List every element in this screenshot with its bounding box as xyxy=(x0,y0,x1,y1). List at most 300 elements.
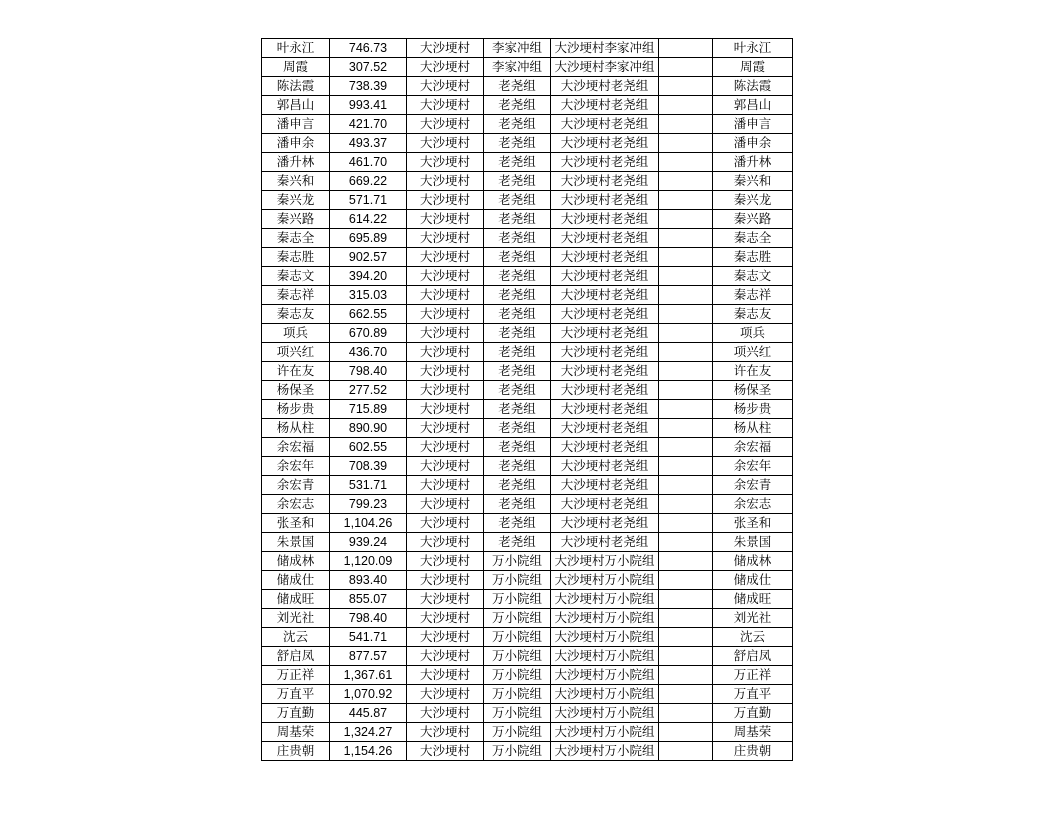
cell-name: 储成仕 xyxy=(262,571,330,590)
cell-amount: 461.70 xyxy=(330,153,407,172)
cell-blank xyxy=(659,685,713,704)
cell-name: 余宏志 xyxy=(262,495,330,514)
cell-blank xyxy=(659,172,713,191)
cell-name-2: 秦兴龙 xyxy=(713,191,793,210)
table-row xyxy=(262,590,793,609)
cell-group: 老尧组 xyxy=(484,533,551,552)
cell-name: 沈云 xyxy=(262,628,330,647)
cell-address: 大沙埂村老尧组 xyxy=(551,229,659,248)
table-row xyxy=(262,419,793,438)
table-row xyxy=(262,115,793,134)
cell-address: 大沙埂村李家冲组 xyxy=(551,58,659,77)
cell-village: 大沙埂村 xyxy=(407,514,484,533)
cell-name: 秦志祥 xyxy=(262,286,330,305)
cell-group: 老尧组 xyxy=(484,324,551,343)
cell-group: 老尧组 xyxy=(484,115,551,134)
table-row xyxy=(262,324,793,343)
cell-amount: 662.55 xyxy=(330,305,407,324)
cell-village: 大沙埂村 xyxy=(407,286,484,305)
cell-village: 大沙埂村 xyxy=(407,419,484,438)
table-row xyxy=(262,134,793,153)
cell-village: 大沙埂村 xyxy=(407,115,484,134)
cell-village: 大沙埂村 xyxy=(407,457,484,476)
cell-village: 大沙埂村 xyxy=(407,210,484,229)
table-body xyxy=(262,39,793,761)
cell-group: 万小院组 xyxy=(484,666,551,685)
cell-amount: 1,367.61 xyxy=(330,666,407,685)
cell-name: 秦兴路 xyxy=(262,210,330,229)
table-row xyxy=(262,628,793,647)
cell-name: 潘申言 xyxy=(262,115,330,134)
cell-name: 周基荣 xyxy=(262,723,330,742)
cell-blank xyxy=(659,533,713,552)
table-row xyxy=(262,495,793,514)
cell-amount: 277.52 xyxy=(330,381,407,400)
cell-blank xyxy=(659,647,713,666)
cell-village: 大沙埂村 xyxy=(407,590,484,609)
table-row xyxy=(262,305,793,324)
cell-village: 大沙埂村 xyxy=(407,647,484,666)
data-table xyxy=(261,38,793,761)
cell-address: 大沙埂村万小院组 xyxy=(551,723,659,742)
cell-name-2: 秦兴和 xyxy=(713,172,793,191)
cell-blank xyxy=(659,305,713,324)
cell-village: 大沙埂村 xyxy=(407,571,484,590)
cell-address: 大沙埂村万小院组 xyxy=(551,742,659,761)
cell-group: 万小院组 xyxy=(484,685,551,704)
cell-name-2: 朱景国 xyxy=(713,533,793,552)
cell-group: 老尧组 xyxy=(484,305,551,324)
cell-group: 老尧组 xyxy=(484,400,551,419)
cell-village: 大沙埂村 xyxy=(407,39,484,58)
cell-blank xyxy=(659,590,713,609)
cell-amount: 307.52 xyxy=(330,58,407,77)
cell-village: 大沙埂村 xyxy=(407,191,484,210)
cell-name: 杨保圣 xyxy=(262,381,330,400)
cell-village: 大沙埂村 xyxy=(407,628,484,647)
cell-name: 张圣和 xyxy=(262,514,330,533)
cell-name: 余宏青 xyxy=(262,476,330,495)
cell-amount: 531.71 xyxy=(330,476,407,495)
cell-name-2: 储成仕 xyxy=(713,571,793,590)
table-row xyxy=(262,172,793,191)
cell-name: 朱景国 xyxy=(262,533,330,552)
cell-name: 杨从柱 xyxy=(262,419,330,438)
cell-name-2: 潘申言 xyxy=(713,115,793,134)
cell-blank xyxy=(659,381,713,400)
cell-address: 大沙埂村老尧组 xyxy=(551,286,659,305)
cell-amount: 877.57 xyxy=(330,647,407,666)
cell-name: 郭昌山 xyxy=(262,96,330,115)
cell-blank xyxy=(659,742,713,761)
cell-amount: 746.73 xyxy=(330,39,407,58)
cell-blank xyxy=(659,419,713,438)
cell-address: 大沙埂村老尧组 xyxy=(551,96,659,115)
cell-address: 大沙埂村老尧组 xyxy=(551,153,659,172)
cell-address: 大沙埂村万小院组 xyxy=(551,552,659,571)
table-row xyxy=(262,685,793,704)
cell-blank xyxy=(659,571,713,590)
cell-address: 大沙埂村万小院组 xyxy=(551,685,659,704)
cell-blank xyxy=(659,58,713,77)
cell-name-2: 庄贵朝 xyxy=(713,742,793,761)
table-row xyxy=(262,77,793,96)
cell-address: 大沙埂村老尧组 xyxy=(551,495,659,514)
cell-village: 大沙埂村 xyxy=(407,685,484,704)
cell-address: 大沙埂村老尧组 xyxy=(551,248,659,267)
cell-name-2: 项兴红 xyxy=(713,343,793,362)
cell-name: 陈法霞 xyxy=(262,77,330,96)
table-row xyxy=(262,153,793,172)
table-row xyxy=(262,267,793,286)
cell-address: 大沙埂村万小院组 xyxy=(551,590,659,609)
cell-village: 大沙埂村 xyxy=(407,609,484,628)
cell-address: 大沙埂村老尧组 xyxy=(551,134,659,153)
cell-name: 秦志友 xyxy=(262,305,330,324)
cell-amount: 614.22 xyxy=(330,210,407,229)
cell-group: 万小院组 xyxy=(484,609,551,628)
cell-blank xyxy=(659,96,713,115)
cell-group: 老尧组 xyxy=(484,134,551,153)
cell-address: 大沙埂村老尧组 xyxy=(551,476,659,495)
cell-group: 老尧组 xyxy=(484,343,551,362)
cell-address: 大沙埂村万小院组 xyxy=(551,704,659,723)
cell-address: 大沙埂村老尧组 xyxy=(551,362,659,381)
cell-address: 大沙埂村老尧组 xyxy=(551,267,659,286)
cell-name: 秦志胜 xyxy=(262,248,330,267)
cell-amount: 602.55 xyxy=(330,438,407,457)
table-row xyxy=(262,742,793,761)
cell-name: 秦志全 xyxy=(262,229,330,248)
cell-name-2: 刘光社 xyxy=(713,609,793,628)
cell-name: 秦兴和 xyxy=(262,172,330,191)
cell-group: 老尧组 xyxy=(484,229,551,248)
cell-amount: 394.20 xyxy=(330,267,407,286)
cell-address: 大沙埂村万小院组 xyxy=(551,571,659,590)
table-row xyxy=(262,571,793,590)
table-row xyxy=(262,457,793,476)
table-row xyxy=(262,647,793,666)
cell-name: 刘光社 xyxy=(262,609,330,628)
cell-name: 杨步贵 xyxy=(262,400,330,419)
cell-name: 项兴红 xyxy=(262,343,330,362)
cell-address: 大沙埂村老尧组 xyxy=(551,77,659,96)
cell-blank xyxy=(659,514,713,533)
cell-name-2: 余宏志 xyxy=(713,495,793,514)
table-row xyxy=(262,286,793,305)
cell-village: 大沙埂村 xyxy=(407,704,484,723)
cell-name-2: 万直勤 xyxy=(713,704,793,723)
cell-blank xyxy=(659,191,713,210)
cell-group: 老尧组 xyxy=(484,495,551,514)
cell-address: 大沙埂村老尧组 xyxy=(551,191,659,210)
cell-village: 大沙埂村 xyxy=(407,324,484,343)
cell-amount: 993.41 xyxy=(330,96,407,115)
cell-amount: 1,120.09 xyxy=(330,552,407,571)
cell-blank xyxy=(659,77,713,96)
cell-amount: 708.39 xyxy=(330,457,407,476)
cell-blank xyxy=(659,704,713,723)
cell-address: 大沙埂村老尧组 xyxy=(551,419,659,438)
cell-blank xyxy=(659,438,713,457)
cell-group: 老尧组 xyxy=(484,381,551,400)
cell-amount: 799.23 xyxy=(330,495,407,514)
cell-address: 大沙埂村老尧组 xyxy=(551,115,659,134)
table-row xyxy=(262,96,793,115)
cell-name: 余宏年 xyxy=(262,457,330,476)
cell-amount: 1,324.27 xyxy=(330,723,407,742)
cell-blank xyxy=(659,248,713,267)
cell-name: 储成旺 xyxy=(262,590,330,609)
cell-amount: 798.40 xyxy=(330,609,407,628)
cell-name-2: 许在友 xyxy=(713,362,793,381)
cell-group: 老尧组 xyxy=(484,438,551,457)
cell-group: 李家冲组 xyxy=(484,58,551,77)
cell-blank xyxy=(659,286,713,305)
cell-name: 庄贵朝 xyxy=(262,742,330,761)
cell-group: 老尧组 xyxy=(484,362,551,381)
cell-blank xyxy=(659,267,713,286)
cell-village: 大沙埂村 xyxy=(407,267,484,286)
cell-name-2: 杨保圣 xyxy=(713,381,793,400)
cell-name: 秦兴龙 xyxy=(262,191,330,210)
cell-name-2: 叶永江 xyxy=(713,39,793,58)
cell-group: 李家冲组 xyxy=(484,39,551,58)
cell-group: 老尧组 xyxy=(484,267,551,286)
cell-amount: 541.71 xyxy=(330,628,407,647)
cell-village: 大沙埂村 xyxy=(407,742,484,761)
cell-name-2: 潘申余 xyxy=(713,134,793,153)
cell-group: 万小院组 xyxy=(484,571,551,590)
table-row xyxy=(262,58,793,77)
cell-name: 许在友 xyxy=(262,362,330,381)
cell-address: 大沙埂村万小院组 xyxy=(551,666,659,685)
cell-name: 万正祥 xyxy=(262,666,330,685)
table-row xyxy=(262,229,793,248)
cell-group: 老尧组 xyxy=(484,96,551,115)
cell-blank xyxy=(659,476,713,495)
cell-group: 万小院组 xyxy=(484,590,551,609)
cell-village: 大沙埂村 xyxy=(407,362,484,381)
cell-group: 万小院组 xyxy=(484,647,551,666)
cell-name-2: 周基荣 xyxy=(713,723,793,742)
cell-blank xyxy=(659,134,713,153)
cell-address: 大沙埂村老尧组 xyxy=(551,438,659,457)
cell-amount: 436.70 xyxy=(330,343,407,362)
cell-village: 大沙埂村 xyxy=(407,153,484,172)
cell-address: 大沙埂村老尧组 xyxy=(551,343,659,362)
cell-address: 大沙埂村老尧组 xyxy=(551,305,659,324)
table-row xyxy=(262,666,793,685)
table-row xyxy=(262,609,793,628)
cell-name-2: 张圣和 xyxy=(713,514,793,533)
cell-blank xyxy=(659,552,713,571)
table-row xyxy=(262,362,793,381)
cell-address: 大沙埂村老尧组 xyxy=(551,400,659,419)
cell-blank xyxy=(659,400,713,419)
cell-blank xyxy=(659,609,713,628)
cell-name-2: 秦志胜 xyxy=(713,248,793,267)
cell-amount: 421.70 xyxy=(330,115,407,134)
cell-group: 万小院组 xyxy=(484,723,551,742)
cell-group: 万小院组 xyxy=(484,742,551,761)
cell-name-2: 秦志祥 xyxy=(713,286,793,305)
cell-blank xyxy=(659,153,713,172)
cell-group: 老尧组 xyxy=(484,153,551,172)
cell-name-2: 余宏福 xyxy=(713,438,793,457)
cell-group: 老尧组 xyxy=(484,172,551,191)
cell-name-2: 杨步贵 xyxy=(713,400,793,419)
cell-village: 大沙埂村 xyxy=(407,77,484,96)
cell-amount: 902.57 xyxy=(330,248,407,267)
cell-name-2: 沈云 xyxy=(713,628,793,647)
table-row xyxy=(262,248,793,267)
table-row xyxy=(262,438,793,457)
cell-address: 大沙埂村老尧组 xyxy=(551,457,659,476)
cell-amount: 571.71 xyxy=(330,191,407,210)
table-row xyxy=(262,191,793,210)
cell-name-2: 郭昌山 xyxy=(713,96,793,115)
cell-village: 大沙埂村 xyxy=(407,495,484,514)
cell-name-2: 潘升林 xyxy=(713,153,793,172)
cell-name: 项兵 xyxy=(262,324,330,343)
cell-village: 大沙埂村 xyxy=(407,134,484,153)
cell-blank xyxy=(659,39,713,58)
cell-blank xyxy=(659,362,713,381)
cell-name-2: 余宏年 xyxy=(713,457,793,476)
cell-group: 万小院组 xyxy=(484,552,551,571)
cell-amount: 670.89 xyxy=(330,324,407,343)
cell-village: 大沙埂村 xyxy=(407,172,484,191)
cell-name-2: 秦志文 xyxy=(713,267,793,286)
cell-amount: 669.22 xyxy=(330,172,407,191)
cell-name-2: 秦志友 xyxy=(713,305,793,324)
cell-blank xyxy=(659,324,713,343)
cell-amount: 445.87 xyxy=(330,704,407,723)
cell-name-2: 秦志全 xyxy=(713,229,793,248)
table-row xyxy=(262,552,793,571)
cell-blank xyxy=(659,115,713,134)
cell-blank xyxy=(659,210,713,229)
cell-village: 大沙埂村 xyxy=(407,96,484,115)
cell-name-2: 储成旺 xyxy=(713,590,793,609)
cell-group: 老尧组 xyxy=(484,457,551,476)
cell-village: 大沙埂村 xyxy=(407,666,484,685)
cell-amount: 939.24 xyxy=(330,533,407,552)
cell-group: 老尧组 xyxy=(484,248,551,267)
table-row xyxy=(262,533,793,552)
cell-amount: 1,154.26 xyxy=(330,742,407,761)
cell-name: 周霞 xyxy=(262,58,330,77)
cell-address: 大沙埂村老尧组 xyxy=(551,381,659,400)
cell-name-2: 舒启凤 xyxy=(713,647,793,666)
cell-name: 秦志文 xyxy=(262,267,330,286)
cell-amount: 695.89 xyxy=(330,229,407,248)
cell-address: 大沙埂村老尧组 xyxy=(551,514,659,533)
cell-blank xyxy=(659,628,713,647)
cell-amount: 1,104.26 xyxy=(330,514,407,533)
cell-amount: 738.39 xyxy=(330,77,407,96)
cell-village: 大沙埂村 xyxy=(407,229,484,248)
cell-address: 大沙埂村万小院组 xyxy=(551,609,659,628)
cell-village: 大沙埂村 xyxy=(407,248,484,267)
cell-village: 大沙埂村 xyxy=(407,723,484,742)
cell-name: 万直勤 xyxy=(262,704,330,723)
cell-village: 大沙埂村 xyxy=(407,476,484,495)
cell-name: 余宏福 xyxy=(262,438,330,457)
table-row xyxy=(262,381,793,400)
cell-blank xyxy=(659,457,713,476)
cell-amount: 315.03 xyxy=(330,286,407,305)
cell-name-2: 项兵 xyxy=(713,324,793,343)
cell-address: 大沙埂村万小院组 xyxy=(551,628,659,647)
cell-village: 大沙埂村 xyxy=(407,438,484,457)
cell-address: 大沙埂村李家冲组 xyxy=(551,39,659,58)
cell-name-2: 周霞 xyxy=(713,58,793,77)
cell-name-2: 万直平 xyxy=(713,685,793,704)
cell-village: 大沙埂村 xyxy=(407,343,484,362)
cell-amount: 715.89 xyxy=(330,400,407,419)
cell-blank xyxy=(659,495,713,514)
cell-amount: 893.40 xyxy=(330,571,407,590)
cell-amount: 1,070.92 xyxy=(330,685,407,704)
cell-village: 大沙埂村 xyxy=(407,400,484,419)
cell-group: 老尧组 xyxy=(484,514,551,533)
cell-group: 老尧组 xyxy=(484,419,551,438)
table-row xyxy=(262,704,793,723)
cell-village: 大沙埂村 xyxy=(407,305,484,324)
cell-name: 万直平 xyxy=(262,685,330,704)
cell-blank xyxy=(659,343,713,362)
table-row xyxy=(262,476,793,495)
cell-blank xyxy=(659,229,713,248)
table-row xyxy=(262,514,793,533)
cell-village: 大沙埂村 xyxy=(407,58,484,77)
cell-blank xyxy=(659,666,713,685)
table-row xyxy=(262,400,793,419)
table-row xyxy=(262,723,793,742)
cell-amount: 798.40 xyxy=(330,362,407,381)
cell-blank xyxy=(659,723,713,742)
cell-village: 大沙埂村 xyxy=(407,533,484,552)
cell-name-2: 陈法霞 xyxy=(713,77,793,96)
cell-amount: 493.37 xyxy=(330,134,407,153)
table-row xyxy=(262,39,793,58)
cell-group: 老尧组 xyxy=(484,191,551,210)
cell-address: 大沙埂村老尧组 xyxy=(551,324,659,343)
cell-name: 潘申余 xyxy=(262,134,330,153)
cell-group: 老尧组 xyxy=(484,77,551,96)
cell-address: 大沙埂村老尧组 xyxy=(551,210,659,229)
cell-amount: 855.07 xyxy=(330,590,407,609)
cell-village: 大沙埂村 xyxy=(407,552,484,571)
cell-address: 大沙埂村老尧组 xyxy=(551,533,659,552)
cell-group: 万小院组 xyxy=(484,628,551,647)
table-row xyxy=(262,343,793,362)
cell-name-2: 余宏青 xyxy=(713,476,793,495)
cell-name: 储成林 xyxy=(262,552,330,571)
cell-group: 老尧组 xyxy=(484,476,551,495)
cell-village: 大沙埂村 xyxy=(407,381,484,400)
cell-group: 老尧组 xyxy=(484,286,551,305)
table-row xyxy=(262,210,793,229)
cell-name: 叶永江 xyxy=(262,39,330,58)
cell-name-2: 万正祥 xyxy=(713,666,793,685)
cell-name-2: 杨从柱 xyxy=(713,419,793,438)
cell-amount: 890.90 xyxy=(330,419,407,438)
cell-address: 大沙埂村老尧组 xyxy=(551,172,659,191)
cell-name: 舒启凤 xyxy=(262,647,330,666)
